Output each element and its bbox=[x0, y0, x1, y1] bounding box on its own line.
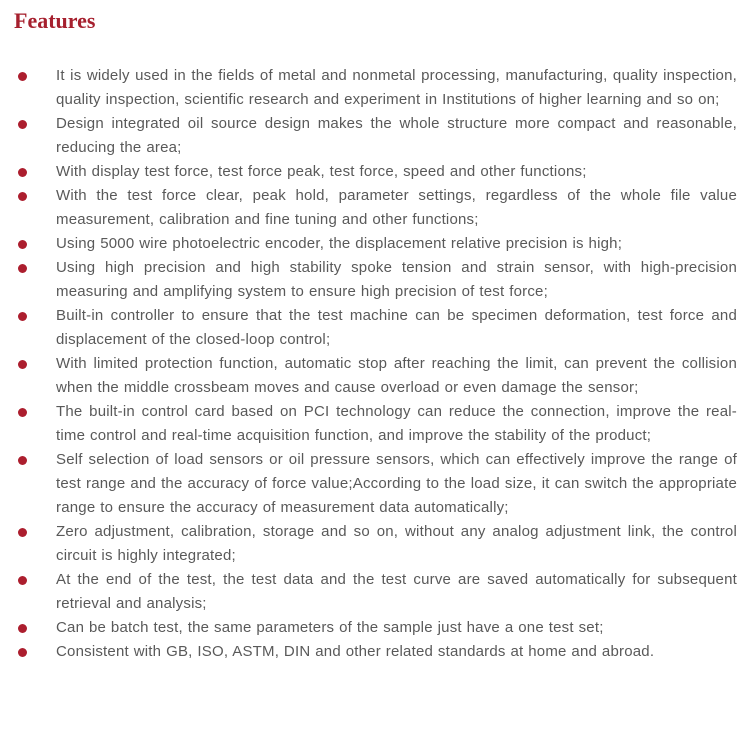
list-item bbox=[56, 64, 737, 112]
feature-text: Built-in controller to ensure that the test machine can be specimen deformation, test force and displacement of the closed-loop control; bbox=[56, 307, 737, 348]
feature-text: The built-in control card based on PCI technology can reduce the connection, improve the real-time control and real-time acquisition function, and improve the stability of the product; bbox=[56, 403, 737, 444]
feature-text: Design integrated oil source design makes the whole structure more compact and reasonable, reducing the area; bbox=[56, 115, 737, 156]
features-list bbox=[56, 64, 737, 664]
bullet-icon bbox=[18, 168, 27, 177]
list-item bbox=[56, 256, 737, 304]
list-item bbox=[56, 520, 737, 568]
bullet-icon bbox=[18, 456, 27, 465]
feature-text: Self selection of load sensors or oil pressure sensors, which can effectively improve the range of test range and the accuracy of force value;According to the load size, it can switch the appropriate range to ensure the accuracy of measurement data automatically; bbox=[56, 451, 737, 516]
bullet-icon bbox=[18, 120, 27, 129]
list-item bbox=[56, 400, 737, 448]
feature-text: Zero adjustment, calibration, storage and so on, without any analog adjustment link, the control circuit is highly integrated; bbox=[56, 523, 737, 564]
feature-text: With the test force clear, peak hold, parameter settings, regardless of the whole file value measurement, calibration and fine tuning and other functions; bbox=[56, 187, 737, 228]
bullet-icon bbox=[18, 312, 27, 321]
list-item bbox=[56, 184, 737, 232]
list-item bbox=[56, 304, 737, 352]
feature-text: Can be batch test, the same parameters of the sample just have a one test set; bbox=[56, 619, 604, 636]
feature-text: It is widely used in the fields of metal and nonmetal processing, manufacturing, quality inspection, quality inspection, scientific research and experiment in Institutions of higher learning and so on; bbox=[56, 67, 737, 108]
page-title: Features bbox=[14, 8, 96, 33]
bullet-icon bbox=[18, 576, 27, 585]
bullet-icon bbox=[18, 72, 27, 81]
bullet-icon bbox=[18, 192, 27, 201]
list-item bbox=[56, 232, 737, 256]
bullet-icon bbox=[18, 264, 27, 273]
list-item bbox=[56, 448, 737, 520]
feature-text: Using high precision and high stability spoke tension and strain sensor, with high-precision measuring and amplifying system to ensure high precision of test force; bbox=[56, 259, 737, 300]
bullet-icon bbox=[18, 624, 27, 633]
list-item bbox=[56, 352, 737, 400]
bullet-icon bbox=[18, 648, 27, 657]
bullet-icon bbox=[18, 240, 27, 249]
feature-text: Consistent with GB, ISO, ASTM, DIN and other related standards at home and abroad. bbox=[56, 643, 655, 660]
list-item bbox=[56, 616, 737, 640]
bullet-icon bbox=[18, 360, 27, 369]
feature-text: At the end of the test, the test data and the test curve are saved automatically for subsequent retrieval and analysis; bbox=[56, 571, 737, 612]
list-item bbox=[56, 112, 737, 160]
bullet-icon bbox=[18, 408, 27, 417]
feature-text: With display test force, test force peak, test force, speed and other functions; bbox=[56, 163, 587, 180]
list-item bbox=[56, 160, 737, 184]
feature-text: Using 5000 wire photoelectric encoder, the displacement relative precision is high; bbox=[56, 235, 623, 252]
list-item bbox=[56, 640, 737, 664]
feature-text: With limited protection function, automatic stop after reaching the limit, can prevent the collision when the middle crossbeam moves and cause overload or even damage the sensor; bbox=[56, 355, 737, 396]
list-item bbox=[56, 568, 737, 616]
features-section bbox=[0, 8, 750, 747]
bullet-icon bbox=[18, 528, 27, 537]
